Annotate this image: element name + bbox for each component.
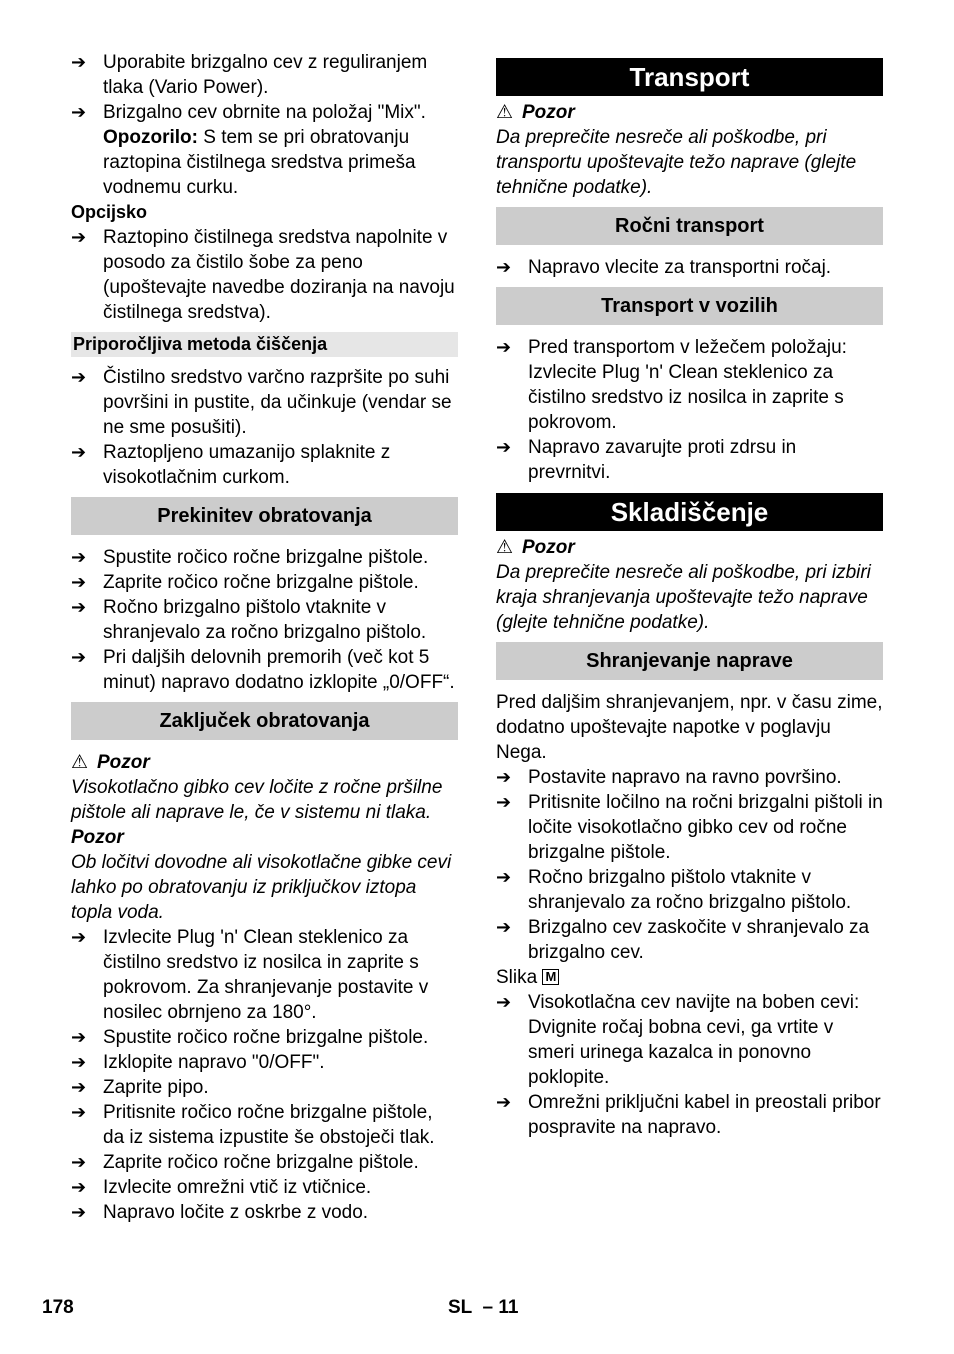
list-item: ➔ Brizgalno cev obrnite na položaj "Mix". Opozorilo: S tem se pri obratovanju raztopina čistilnega sredstva primeša vodnemu curku. xyxy=(71,102,426,198)
list-item: ➔ Uporabite brizgalno cev z reguliranjem tlaka (Vario Power). xyxy=(71,52,428,98)
right-column xyxy=(496,58,883,1140)
list-item: ➔ Pritisnite ločilno na ročni brizgalni pištoli in ločite visokotlačno gibko cev od ročne brizgalne pištole. xyxy=(496,792,883,863)
arrow-icon: ➔ xyxy=(71,227,87,247)
end-list xyxy=(71,925,458,1225)
arrow-icon: ➔ xyxy=(496,257,512,277)
list-item: ➔ Izklopite napravo "0/OFF". xyxy=(71,1052,325,1073)
warning-text: Da preprečite nesreče ali poškodbe, pri izbiri kraja shranjevanja upoštevajte težo naprave (glejte tehnične podatke). xyxy=(496,562,871,633)
list-item: ➔ Zaprite ročico ročne brizgalne pištole. xyxy=(71,1152,419,1173)
recommended-method-heading: Priporočljiva metoda čiščenja xyxy=(71,332,458,357)
list-item: ➔ Raztopljeno umazanijo splaknite z visokotlačnim curkom. xyxy=(71,442,391,488)
warning-heading: ⚠ Pozor xyxy=(496,537,575,558)
warning-icon: ⚠ xyxy=(496,102,514,123)
arrow-icon: ➔ xyxy=(71,102,87,122)
left-column xyxy=(71,50,458,1225)
warning-heading: ⚠ Pozor xyxy=(496,102,575,123)
arrow-icon: ➔ xyxy=(71,367,87,387)
arrow-icon: ➔ xyxy=(71,1202,87,1222)
page-number: 178 xyxy=(42,1297,74,1318)
list-item: ➔ Spustite ročico ročne brizgalne pištole. xyxy=(71,547,429,568)
list-item: ➔ Napravo ločite z oskrbe z vodo. xyxy=(71,1202,369,1223)
section-storage-heading: Skladiščenje xyxy=(496,493,883,531)
warning-heading: Pozor xyxy=(71,827,124,848)
arrow-icon: ➔ xyxy=(496,867,512,887)
arrow-icon: ➔ xyxy=(496,1092,512,1112)
list-item: ➔ Izvlecite omrežni vtič iz vtičnice. xyxy=(71,1177,372,1198)
store-intro: Pred daljšim shranjevanjem, npr. v času zime, dodatno upoštevajte napotke v poglavju Nega. xyxy=(496,692,883,763)
list-item: ➔ Pritisnite ročico ročne brizgalne pištole, da iz sistema izpustite še obstoječi tlak. xyxy=(71,1102,435,1148)
list-item: ➔ Pri daljših delovnih premorih (več kot 5 minut) napravo dodatno izklopite „0/OFF“. xyxy=(71,647,455,693)
warning-text: Visokotlačno gibko cev ločite z ročne pršilne pištole ali naprave le, če v sistemu ni tlaka. xyxy=(71,777,443,823)
arrow-icon: ➔ xyxy=(71,442,87,462)
list-item: ➔ Omrežni priključni kabel in preostali pribor pospravite na napravo. xyxy=(496,1092,881,1138)
list-item: ➔ Napravo zavarujte proti zdrsu in prevrnitvi. xyxy=(496,437,797,483)
arrow-icon: ➔ xyxy=(496,337,512,357)
arrow-icon: ➔ xyxy=(71,572,87,592)
section-transport-heading: Transport xyxy=(496,58,883,96)
arrow-icon: ➔ xyxy=(71,1052,87,1072)
arrow-icon: ➔ xyxy=(496,767,512,787)
list-item: ➔ Postavite napravo na ravno površino. xyxy=(496,767,842,788)
warning-icon: ⚠ xyxy=(496,537,514,558)
list-item: ➔ Zaprite pipo. xyxy=(71,1077,209,1098)
language-page-label: SL – 11 xyxy=(448,1297,519,1318)
arrow-icon: ➔ xyxy=(71,1102,87,1122)
section-interrupt-heading: Prekinitev obratovanja xyxy=(71,497,458,535)
note-label: Opozorilo: xyxy=(103,127,198,148)
list-item: ➔ Ročno brizgalno pištolo vtaknite v shranjevalo za ročno brizgalno pištolo. xyxy=(71,597,427,643)
arrow-icon: ➔ xyxy=(71,52,87,72)
arrow-icon: ➔ xyxy=(71,1027,87,1047)
list-item: ➔ Brizgalno cev zaskočite v shranjevalo za brizgalno cev. xyxy=(496,917,870,963)
arrow-icon: ➔ xyxy=(496,437,512,457)
vehicle-transport-heading: Transport v vozilih xyxy=(496,287,883,325)
arrow-icon: ➔ xyxy=(496,917,512,937)
list-item: ➔ Visokotlačna cev navijte na boben cevi: Dvignite ročaj bobna cevi, ga vrtite v smeri urinega kazalca in ponovno poklopite. xyxy=(496,992,860,1088)
warning-heading: ⚠ Pozor xyxy=(71,752,150,773)
warning-icon: ⚠ xyxy=(71,752,89,773)
arrow-icon: ➔ xyxy=(71,1152,87,1172)
list-item: ➔ Čistilno sredstvo varčno razpršite po suhi površini in pustite, da učinkuje (vendar se ne sme posušiti). xyxy=(71,367,452,438)
optional-heading: Opcijsko xyxy=(71,202,148,222)
arrow-icon: ➔ xyxy=(71,927,87,947)
arrow-icon: ➔ xyxy=(71,1077,87,1097)
list-item: ➔ Raztopino čistilnega sredstva napolnite v posodo za čistilo šobe za peno (upoštevajte navedbe doziranja na navoju čistilnega sredstva). xyxy=(71,227,455,323)
store-device-heading: Shranjevanje naprave xyxy=(496,642,883,680)
arrow-icon: ➔ xyxy=(496,792,512,812)
figure-letter: M xyxy=(542,969,559,985)
arrow-icon: ➔ xyxy=(71,1177,87,1197)
list-item: ➔ Zaprite ročico ročne brizgalne pištole. xyxy=(71,572,419,593)
section-end-heading: Zaključek obratovanja xyxy=(71,702,458,740)
arrow-icon: ➔ xyxy=(71,547,87,567)
arrow-icon: ➔ xyxy=(71,647,87,667)
warning-text: Da preprečite nesreče ali poškodbe, pri transportu upoštevajte težo naprave (glejte tehnične podatke). xyxy=(496,127,857,198)
list-item: ➔ Izvlecite Plug 'n' Clean steklenico za čistilno sredstvo iz nosilca in zaprite s pokrovom. Za shranjevanje postavite v nosilec obrnjeno za 180°. xyxy=(71,927,429,1023)
interrupt-list xyxy=(71,545,458,695)
arrow-icon: ➔ xyxy=(71,597,87,617)
manual-transport-heading: Ročni transport xyxy=(496,207,883,245)
list-item: ➔ Pred transportom v ležečem položaju: Izvlecite Plug 'n' Clean steklenico za čistilno sredstvo iz nosilca in zaprite s pokrovom. xyxy=(496,337,847,433)
list-item: ➔ Ročno brizgalno pištolo vtaknite v shranjevalo za ročno brizgalno pištolo. xyxy=(496,867,852,913)
arrow-icon: ➔ xyxy=(496,992,512,1012)
list-item: ➔ Napravo vlecite za transportni ročaj. xyxy=(496,257,832,278)
figure-reference: Slika M xyxy=(496,965,883,990)
warning-text: Ob ločitvi dovodne ali visokotlačne gibke cevi lahko po obratovanju iz priključkov iztopa topla voda. xyxy=(71,852,452,923)
list-item: ➔ Spustite ročico ročne brizgalne pištole. xyxy=(71,1027,429,1048)
